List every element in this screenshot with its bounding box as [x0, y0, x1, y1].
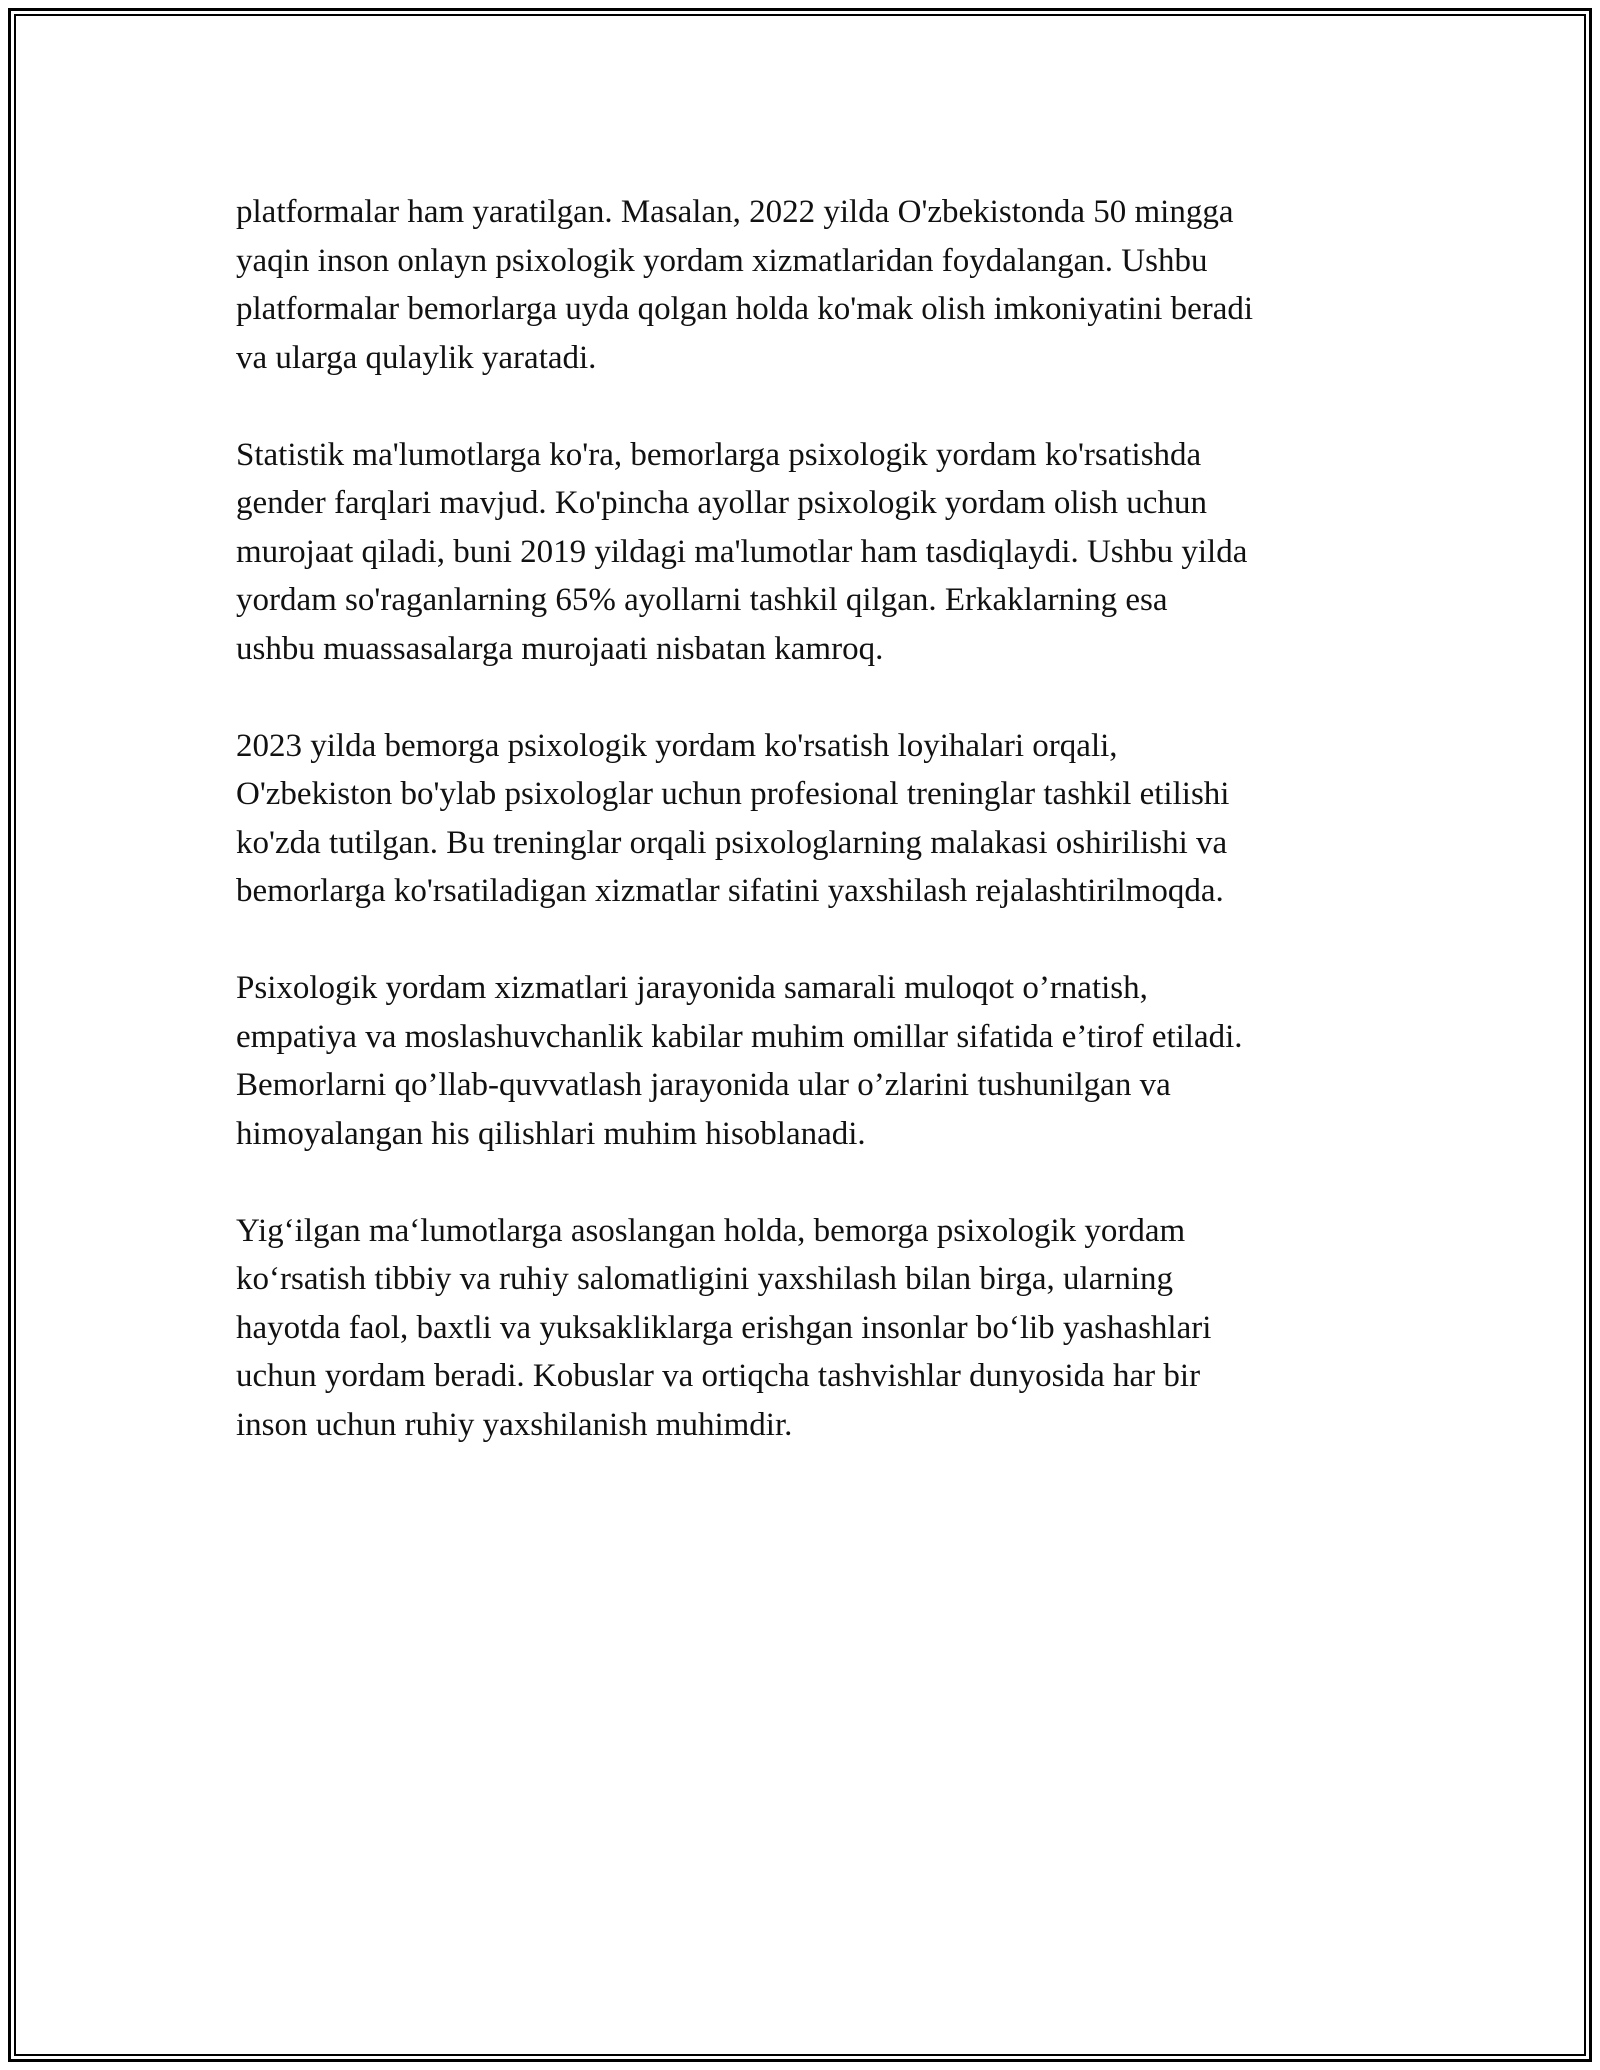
text-line: hayotda faol, baxtli va yuksakliklarga erishgan insonlar bo‘lib yashashlari — [236, 1309, 1212, 1346]
paragraph-communication-factors — [236, 964, 1386, 1158]
text-line: 2023 yilda bemorga psixologik yordam ko'rsatish loyihalari orqali, — [236, 727, 1118, 764]
text-line: ko'zda tutilgan. Bu treninglar orqali psixologlarning malakasi oshirilishi va — [236, 824, 1228, 861]
text-line: Psixologik yordam xizmatlari jarayonida samarali muloqot o’rnatish, — [236, 970, 1148, 1006]
text-line: Statistik ma'lumotlarga ko'ra, bemorlarga psixologik yordam ko'rsatishda — [236, 436, 1202, 473]
text-line: ushbu muassasalarga murojaati nisbatan kamroq. — [236, 630, 884, 667]
paragraph-gender-statistics — [236, 431, 1386, 674]
text-line: Yig‘ilgan ma‘lumotlarga asoslangan holda, bemorga psixologik yordam — [236, 1212, 1186, 1249]
paragraph-online-platforms — [236, 188, 1386, 382]
text-line: platformalar bemorlarga uyda qolgan holda ko'mak olish imkoniyatini beradi — [236, 291, 1254, 327]
document-body — [236, 188, 1386, 1498]
text-line: yaqin inson onlayn psixologik yordam xizmatlaridan foydalangan. Ushbu — [236, 242, 1208, 279]
text-line: O'zbekiston bo'ylab psixologlar uchun profesional treninglar tashkil etilishi — [236, 776, 1230, 812]
text-line: empatiya va moslashuvchanlik kabilar muhim omillar sifatida e’tirof etiladi. — [236, 1018, 1243, 1055]
text-line: Bemorlarni qo’llab-quvvatlash jarayonida ular o’zlarini tushunilgan va — [236, 1067, 1171, 1103]
text-line: bemorlarga ko'rsatiladigan xizmatlar sifatini yaxshilash rejalashtirilmoqda. — [236, 873, 1224, 909]
paragraph-2023-trainings — [236, 722, 1386, 916]
text-line: inson uchun ruhiy yaxshilanish muhimdir. — [236, 1406, 793, 1443]
text-line: uchun yordam beradi. Kobuslar va ortiqcha tashvishlar dunyosida har bir — [236, 1358, 1201, 1394]
text-line: murojaat qiladi, buni 2019 yildagi ma'lumotlar ham tasdiqlaydi. Ushbu yilda — [236, 533, 1248, 570]
text-line: va ularga qulaylik yaratadi. — [236, 339, 597, 376]
paragraph-conclusion — [236, 1207, 1386, 1450]
text-line: platformalar ham yaratilgan. Masalan, 2022 yilda O'zbekistonda 50 mingga — [236, 194, 1234, 230]
text-line: gender farqlari mavjud. Ko'pincha ayollar psixologik yordam olish uchun — [236, 485, 1207, 521]
text-line: himoyalangan his qilishlari muhim hisoblanadi. — [236, 1115, 866, 1152]
text-line: yordam so'raganlarning 65% ayollarni tashkil qilgan. Erkaklarning esa — [236, 582, 1168, 618]
text-line: ko‘rsatish tibbiy va ruhiy salomatligini yaxshilash bilan birga, ularning — [236, 1261, 1174, 1297]
